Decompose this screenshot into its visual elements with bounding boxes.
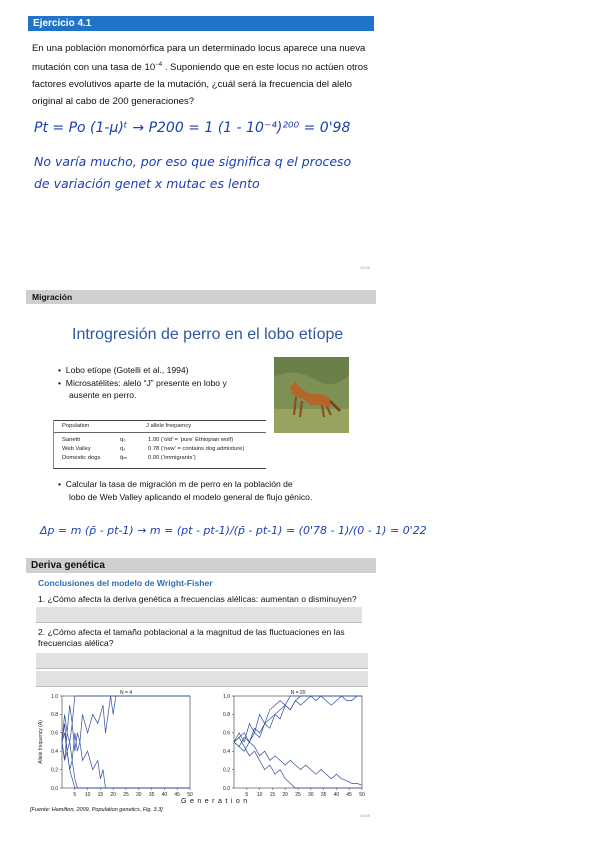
- handwritten-answer-line-1: No varía mucho, por eso que significa q el proceso: [34, 154, 352, 169]
- exercise-line-4: original al cabo de 200 generaciones?: [32, 96, 195, 108]
- drift-page: [26, 558, 376, 820]
- handwritten-answer-line-2: de variación genet x mutac es lento: [34, 176, 260, 191]
- bullet-dot: •: [58, 377, 66, 388]
- slide-bullets: [58, 364, 273, 402]
- chart-n4: [36, 686, 196, 806]
- table-row-3-pop: Domestic dogs: [62, 455, 101, 461]
- x-tick-label: 40: [333, 792, 340, 798]
- source-citation: [Fuente: Hamilton, 2009, Population genetics, Fig. 3.3]: [30, 807, 163, 813]
- x-tick-label: 45: [174, 792, 180, 798]
- y-tick-label: 0.2: [223, 767, 230, 774]
- y-tick-label: 1.0: [223, 693, 230, 700]
- migration-header: Migración: [26, 290, 376, 304]
- exercise-page: [26, 14, 376, 274]
- chart-ylabel: Allele frequency (A): [38, 720, 44, 764]
- x-tick-label: 20: [282, 792, 288, 798]
- x-tick-label: 10: [84, 792, 91, 798]
- bullet-dot: •: [58, 479, 66, 489]
- chart-n20: [208, 686, 368, 806]
- drift-header: Deriva genética: [26, 558, 376, 573]
- allele-frequency-table: [53, 420, 266, 469]
- table-row-2-val: 0.78 (‘new’ = contains dog admixture): [148, 446, 245, 452]
- x-tick-label: 35: [320, 792, 327, 798]
- y-tick-label: 0.8: [223, 712, 230, 719]
- x-tick-label: 20: [110, 792, 116, 798]
- y-tick-label: 0.4: [51, 749, 58, 755]
- y-tick-label: 0.8: [51, 712, 58, 719]
- table-row-2-sym: q₁: [120, 446, 126, 452]
- x-tick-label: 15: [97, 792, 104, 798]
- page-number: 42/59: [359, 813, 370, 818]
- x-tick-label: 45: [346, 792, 352, 798]
- table-row-3-val: 0.00 (‘immigrants’): [148, 455, 196, 461]
- question-2: 2. ¿Cómo afecta el tamaño poblacional a la magnitud de las fluctuaciones en las frecuencias alélica?: [38, 627, 345, 648]
- slide-title: Introgresión de perro en el lobo etíope: [72, 326, 344, 343]
- bullet-1: • Lobo etíope (Gotelli et al., 1994): [58, 365, 189, 375]
- chart-title: N = 4: [119, 690, 133, 696]
- series-line-2: [234, 696, 362, 747]
- x-tick-label: 30: [136, 792, 142, 798]
- chart-xlabel: Generation: [181, 798, 251, 805]
- x-tick-label: 50: [187, 792, 193, 798]
- table-row-3-sym: q̄ₘ: [120, 455, 127, 461]
- exercise-line-2: mutación con una tasa de $10^{-4}$ . Suponiendo que en este locus no actúen otros: [32, 62, 368, 74]
- bullet-2-cont: ausente en perro.: [69, 390, 137, 400]
- x-tick-label: 35: [148, 792, 155, 798]
- y-tick-label: 0.0: [223, 785, 230, 792]
- plot-frame: [62, 696, 190, 788]
- x-tick-label: 50: [359, 792, 365, 798]
- handwritten-formula: Pt = Po (1-μ)ᵗ → P200 = 1 (1 - 10⁻⁴)²⁰⁰ = 0'98: [34, 120, 351, 136]
- plot-frame: [234, 696, 362, 788]
- table-header-frequency: J allele frequency: [146, 423, 192, 429]
- series-line-3: [62, 733, 190, 788]
- series-line-1: [62, 696, 190, 742]
- bullet-3: • Calcular la tasa de migración m de perro en la población de lobo de Web Valley aplicando el modelo general de flujo génico.: [58, 479, 313, 502]
- x-tick-label: 5: [73, 792, 77, 798]
- answer-field-2b[interactable]: [36, 671, 368, 687]
- answer-field-1[interactable]: [36, 607, 362, 623]
- bullet-dot: •: [58, 365, 66, 375]
- exercise-line-3: factores evolutivos aparte de la mutación, ¿cuál será la frecuencia del alelo: [32, 79, 352, 91]
- handwritten-migration-formula: Δp = m (p̄ - pt-1) → m = (pt - pt-1)/(p̄ - pt-1) = (0'78 - 1)/(0 - 1) = 0'22: [40, 524, 427, 537]
- y-tick-label: 0.2: [51, 767, 58, 774]
- x-tick-label: 15: [269, 792, 276, 798]
- drift-subtitle: Conclusiones del modelo de Wright-Fisher: [38, 578, 213, 588]
- wolf-photo: [274, 357, 349, 433]
- series-line-4: [234, 742, 362, 785]
- x-tick-label: 5: [245, 792, 249, 798]
- migration-page: [26, 290, 427, 552]
- table-row-1-val: 1.00 (‘old’ = ‘pure’ Ethiopian wolf): [148, 437, 234, 443]
- exercise-line-1: En una población monomórfica para un determinado locus aparece una nueva: [32, 43, 366, 54]
- exercise-text: [32, 40, 374, 110]
- table-row-2-pop: Web Valley: [62, 446, 91, 452]
- bullet-2: • Microsatélites: alelo “J” presente en lobo y: [58, 377, 227, 388]
- answer-field-2a[interactable]: [36, 653, 368, 669]
- question-1: 1. ¿Cómo afecta la deriva genética a frecuencias alélicas: aumentan o disminuyen?: [38, 594, 357, 604]
- page-number: 12/40: [359, 265, 370, 270]
- table-row-1-pop: Sanetti: [62, 437, 81, 443]
- x-tick-label: 25: [295, 792, 301, 798]
- x-tick-label: 30: [308, 792, 314, 798]
- x-tick-label: 40: [161, 792, 168, 798]
- exercise-header: Ejercicio 4.1: [28, 16, 374, 31]
- y-tick-label: 0.6: [51, 730, 58, 737]
- table-row-1-sym: q₀: [120, 437, 126, 443]
- x-tick-label: 25: [123, 792, 129, 798]
- table-header-population: Population: [62, 423, 90, 429]
- y-tick-label: 1.0: [51, 693, 58, 700]
- y-tick-label: 0.0: [51, 785, 58, 792]
- series-line-5: [62, 724, 190, 788]
- y-tick-label: 0.6: [223, 730, 230, 737]
- chart-title: N = 20: [290, 690, 306, 696]
- x-tick-label: 10: [256, 792, 263, 798]
- y-tick-label: 0.4: [223, 749, 230, 755]
